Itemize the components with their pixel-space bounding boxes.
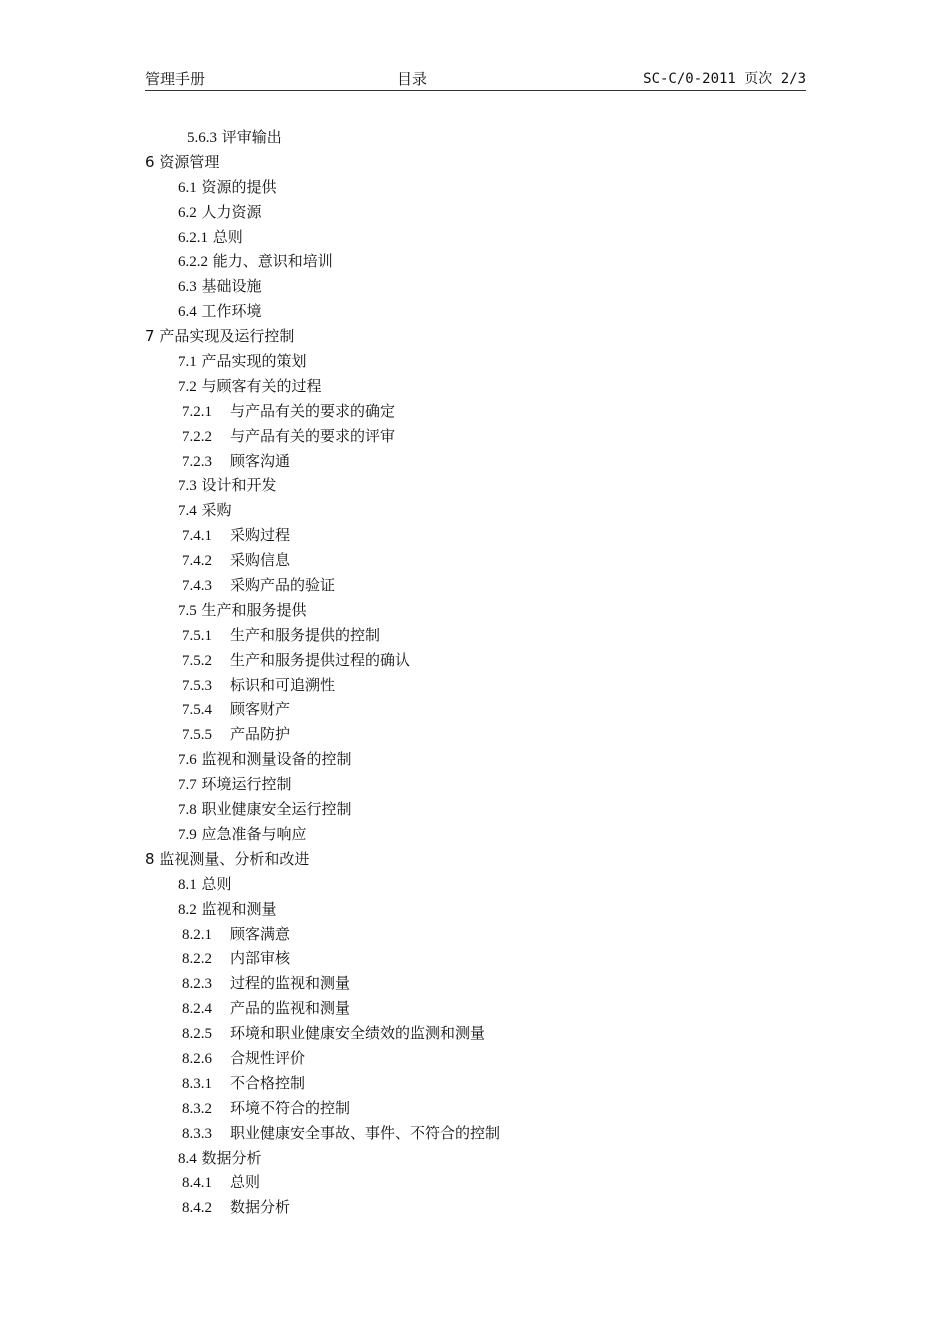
toc-entry[interactable] — [0, 1121, 950, 1146]
toc-entry-title: 资源管理 — [159, 152, 220, 171]
toc-entry-title: 与产品有关的要求的评审 — [230, 426, 396, 445]
toc-entry-title: 生产和服务提供过程的确认 — [230, 650, 411, 669]
toc-entry[interactable] — [0, 548, 950, 573]
toc-entry[interactable] — [0, 274, 950, 299]
toc-entry-title: 顾客沟通 — [230, 451, 291, 470]
toc-entry[interactable] — [0, 1195, 950, 1220]
toc-entry-number: 8.4.2 — [182, 1200, 212, 1217]
toc-entry-number: 8 — [145, 849, 155, 868]
toc-entry-title: 总则 — [230, 1173, 261, 1192]
toc-entry-title: 总则 — [201, 874, 232, 893]
toc-entry[interactable] — [0, 449, 950, 474]
toc-entry[interactable] — [0, 225, 950, 250]
toc-entry-title: 环境不符合的控制 — [230, 1098, 351, 1117]
toc-entry[interactable] — [0, 922, 950, 947]
toc-entry-number: 8.2.3 — [182, 976, 212, 993]
toc-entry-number: 7.3 — [178, 478, 197, 495]
header-section-title: 目录 — [397, 70, 428, 88]
toc-entry-number: 7.8 — [178, 802, 197, 819]
toc-entry-number: 7.9 — [178, 826, 197, 843]
toc-entry-number: 8.2 — [178, 901, 197, 918]
toc-entry-title: 能力、意识和培训 — [212, 252, 333, 271]
toc-entry[interactable] — [0, 299, 950, 324]
toc-entry-title: 顾客满意 — [230, 924, 291, 943]
toc-entry[interactable] — [0, 847, 950, 872]
toc-entry-title: 采购过程 — [230, 526, 291, 545]
toc-entry[interactable] — [0, 399, 950, 424]
toc-entry-title: 人力资源 — [201, 202, 262, 221]
toc-entry-number: 6.3 — [178, 279, 197, 296]
toc-entry[interactable] — [0, 1021, 950, 1046]
toc-entry-number: 7.4.3 — [182, 578, 212, 595]
toc-entry[interactable] — [0, 897, 950, 922]
toc-entry[interactable] — [0, 523, 950, 548]
toc-entry-number: 7.2.1 — [182, 403, 212, 420]
toc-entry-number: 7.5.1 — [182, 627, 212, 644]
toc-entry[interactable] — [0, 498, 950, 523]
toc-entry[interactable] — [0, 1096, 950, 1121]
toc-entry-title: 顾客财产 — [230, 700, 291, 719]
toc-entry[interactable] — [0, 1170, 950, 1195]
toc-entry-number: 7.5.4 — [182, 702, 212, 719]
toc-entry[interactable] — [0, 200, 950, 225]
toc-entry-number: 6 — [145, 152, 155, 171]
toc-entry-number: 6.2 — [178, 204, 197, 221]
toc-entry-title: 数据分析 — [201, 1148, 262, 1167]
toc-entry-title: 职业健康安全事故、事件、不符合的控制 — [230, 1123, 501, 1142]
toc-entry-number: 8.3.3 — [182, 1125, 212, 1142]
toc-entry-number: 7.5.2 — [182, 652, 212, 669]
toc-entry-title: 合规性评价 — [230, 1048, 306, 1067]
toc-entry-number: 7.4.1 — [182, 528, 212, 545]
toc-entry-title: 资源的提供 — [201, 177, 277, 196]
toc-entry-number: 7.2.2 — [182, 428, 212, 445]
toc-entry-title: 不合格控制 — [230, 1073, 306, 1092]
toc-entry-number: 6.4 — [178, 304, 197, 321]
toc-entry-title: 产品防护 — [230, 725, 291, 744]
toc-entry[interactable] — [0, 797, 950, 822]
toc-entry-title: 环境和职业健康安全绩效的监测和测量 — [230, 1024, 486, 1043]
toc-entry-number: 8.1 — [178, 876, 197, 893]
toc-entry-number: 8.2.2 — [182, 951, 212, 968]
toc-entry-number: 7 — [145, 327, 155, 346]
toc-entry-title: 职业健康安全运行控制 — [201, 800, 352, 819]
toc-entry[interactable] — [0, 822, 950, 847]
toc-entry[interactable] — [0, 424, 950, 449]
toc-entry[interactable] — [0, 125, 950, 150]
toc-entry-title: 产品实现的策划 — [201, 352, 307, 371]
toc-entry[interactable] — [0, 374, 950, 399]
toc-entry-number: 7.6 — [178, 752, 197, 769]
header-doc-title: 管理手册 — [145, 70, 206, 88]
toc-entry-number: 6.1 — [178, 179, 197, 196]
toc-entry[interactable] — [0, 673, 950, 698]
toc-entry-title: 产品实现及运行控制 — [159, 327, 295, 346]
toc-entry[interactable] — [0, 249, 950, 274]
toc-entry[interactable] — [0, 1046, 950, 1071]
toc-entry-title: 内部审核 — [230, 949, 291, 968]
toc-entry[interactable] — [0, 872, 950, 897]
table-of-contents — [0, 125, 950, 1220]
toc-entry-title: 与产品有关的要求的确定 — [230, 401, 396, 420]
header-doc-code-page: SC-C/0-2011 页次 2/3 — [643, 71, 806, 87]
toc-entry-title: 应急准备与响应 — [201, 824, 307, 843]
toc-entry-number: 7.5.3 — [182, 677, 212, 694]
toc-entry[interactable] — [0, 772, 950, 797]
toc-entry-number: 7.4 — [178, 503, 197, 520]
toc-entry[interactable] — [0, 623, 950, 648]
toc-entry[interactable] — [0, 946, 950, 971]
toc-entry-title: 监视测量、分析和改进 — [159, 849, 310, 868]
toc-entry[interactable] — [0, 150, 950, 175]
toc-entry-number: 8.2.5 — [182, 1026, 212, 1043]
toc-entry-number: 8.3.2 — [182, 1100, 212, 1117]
toc-entry-number: 7.4.2 — [182, 553, 212, 570]
toc-entry[interactable] — [0, 648, 950, 673]
toc-entry-number: 8.2.1 — [182, 926, 212, 943]
toc-entry-number: 6.2.2 — [178, 254, 208, 271]
toc-entry-title: 设计和开发 — [201, 476, 277, 495]
toc-entry-title: 产品的监视和测量 — [230, 999, 351, 1018]
toc-entry-number: 8.4 — [178, 1150, 197, 1167]
toc-entry-title: 生产和服务提供 — [201, 600, 307, 619]
toc-entry-number: 5.6.3 — [187, 130, 217, 146]
toc-entry-title: 评审输出 — [221, 128, 282, 146]
toc-entry-number: 8.3.1 — [182, 1075, 212, 1092]
toc-entry[interactable] — [0, 697, 950, 722]
toc-entry-title: 数据分析 — [230, 1198, 291, 1217]
toc-entry[interactable] — [0, 175, 950, 200]
toc-entry-title: 采购 — [201, 501, 232, 520]
toc-entry[interactable] — [0, 573, 950, 598]
toc-entry-number: 7.2.3 — [182, 453, 212, 470]
toc-entry-number: 6.2.1 — [178, 229, 208, 246]
toc-entry-number: 7.5 — [178, 602, 197, 619]
toc-entry[interactable] — [0, 722, 950, 747]
toc-entry[interactable] — [0, 1071, 950, 1096]
toc-entry-title: 生产和服务提供的控制 — [230, 625, 381, 644]
toc-entry-title: 监视和测量 — [201, 899, 277, 918]
toc-entry-title: 监视和测量设备的控制 — [201, 750, 352, 769]
toc-entry[interactable] — [0, 747, 950, 772]
toc-entry-title: 环境运行控制 — [201, 775, 292, 794]
toc-entry[interactable] — [0, 1146, 950, 1171]
toc-entry-title: 基础设施 — [201, 277, 262, 296]
toc-entry-title: 与顾客有关的过程 — [201, 376, 322, 395]
toc-entry-number: 7.1 — [178, 354, 197, 371]
toc-entry[interactable] — [0, 971, 950, 996]
toc-entry[interactable] — [0, 324, 950, 349]
toc-entry[interactable] — [0, 996, 950, 1021]
toc-entry[interactable] — [0, 473, 950, 498]
toc-entry-title: 总则 — [212, 227, 243, 246]
toc-entry-title: 采购信息 — [230, 551, 291, 570]
toc-entry-number: 8.2.6 — [182, 1050, 212, 1067]
toc-entry-title: 标识和可追溯性 — [230, 675, 336, 694]
toc-entry-title: 工作环境 — [201, 302, 262, 321]
toc-entry[interactable] — [0, 598, 950, 623]
toc-entry-number: 7.2 — [178, 378, 197, 395]
toc-entry-title: 过程的监视和测量 — [230, 974, 351, 993]
toc-entry-number: 7.7 — [178, 777, 197, 794]
toc-entry[interactable] — [0, 349, 950, 374]
toc-entry-number: 8.2.4 — [182, 1001, 212, 1018]
toc-entry-number: 7.5.5 — [182, 727, 212, 744]
toc-entry-title: 采购产品的验证 — [230, 576, 336, 595]
toc-entry-number: 8.4.1 — [182, 1175, 212, 1192]
page-header — [145, 68, 806, 91]
